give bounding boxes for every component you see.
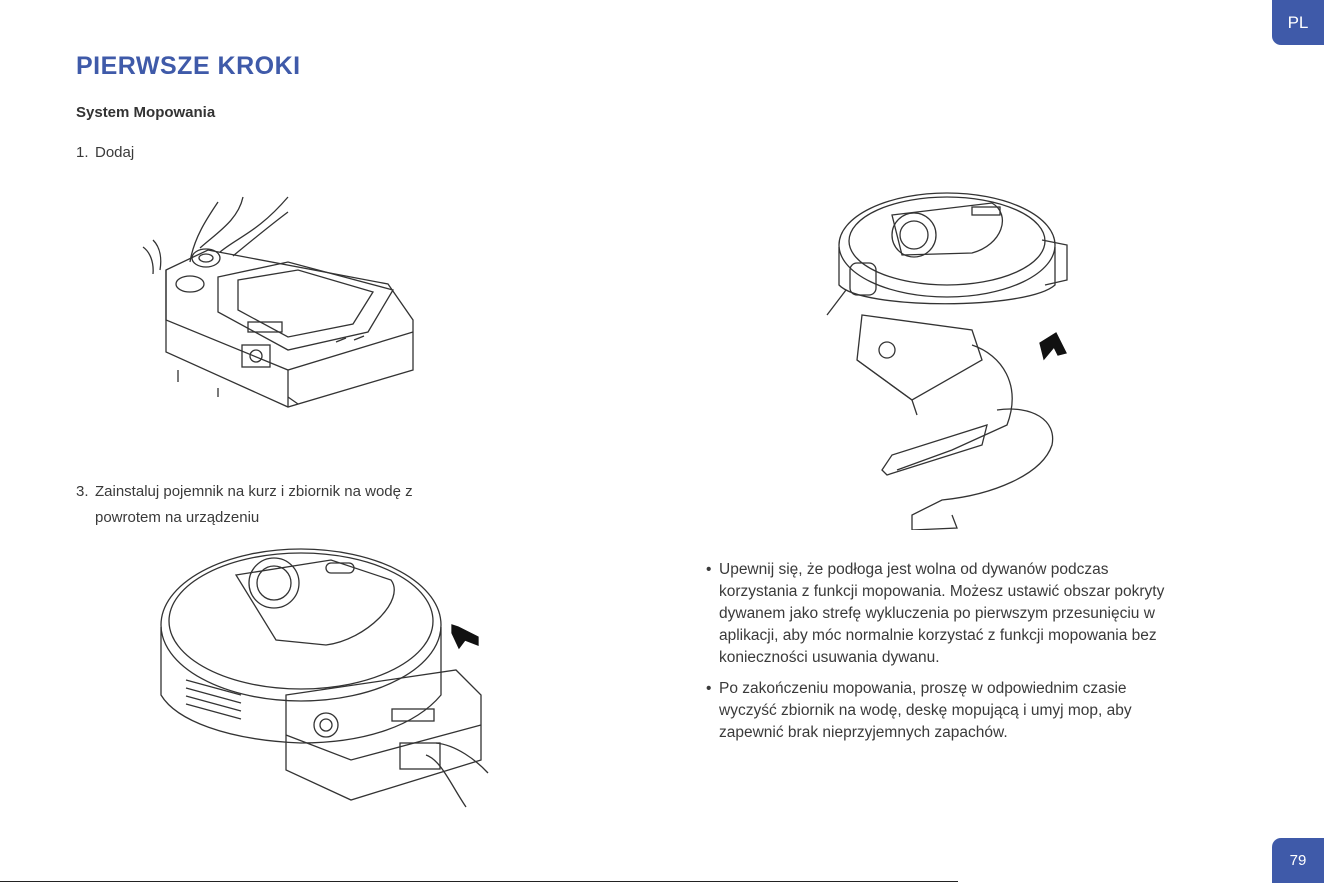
note-carpet-line: dywanem jako strefę wykluczenia po pierwszym przesunięciu w (719, 605, 1155, 622)
note-carpet-line: Upewnij się, że podłoga jest wolna od dywanów podczas (719, 561, 1109, 578)
note-cleaning-line: zapewnić brak nieprzyjemnych zapachów. (719, 724, 1008, 741)
step-3 (76, 479, 413, 531)
note-cleaning-line: wyczyść zbiornik na wodę, deskę mopującą i umyj mop, aby (719, 702, 1132, 719)
step-1 (76, 140, 134, 166)
bullet-marker: • (706, 561, 712, 578)
note-cleaning-line: Po zakończeniu mopowania, proszę w odpowiednim czasie (719, 680, 1127, 697)
dustbin-install-illustration (156, 545, 491, 813)
step-3-line1: Zainstaluj pojemnik na kurz i zbiornik na wodę z (95, 483, 413, 500)
step-3-line2: powrotem na urządzeniu (95, 509, 260, 526)
note-carpet (706, 559, 1206, 669)
note-carpet-line: korzystania z funkcji mopowania. Możesz ustawić obszar pokryty (719, 583, 1165, 600)
language-tab: PL (1272, 0, 1324, 45)
step-3-number: 3. (76, 483, 89, 500)
bullet-marker: • (706, 680, 712, 697)
page-title: PIERWSZE KROKI (76, 52, 301, 80)
footer-divider (0, 881, 958, 882)
page-number: 79 (1272, 838, 1324, 883)
notes-list (706, 559, 1206, 753)
note-carpet-line: konieczności usuwania dywanu. (719, 649, 940, 666)
mop-bracket-illustration (822, 185, 1072, 530)
water-tank-fill-illustration (138, 192, 423, 412)
step-1-number: 1. (76, 144, 89, 161)
step-1-text: Dodaj (95, 144, 135, 161)
note-cleaning (706, 678, 1206, 744)
section-subtitle: System Mopowania (76, 104, 216, 121)
note-carpet-line: aplikacji, aby móc normalnie korzystać z funkcji mopowania bez (719, 627, 1157, 644)
